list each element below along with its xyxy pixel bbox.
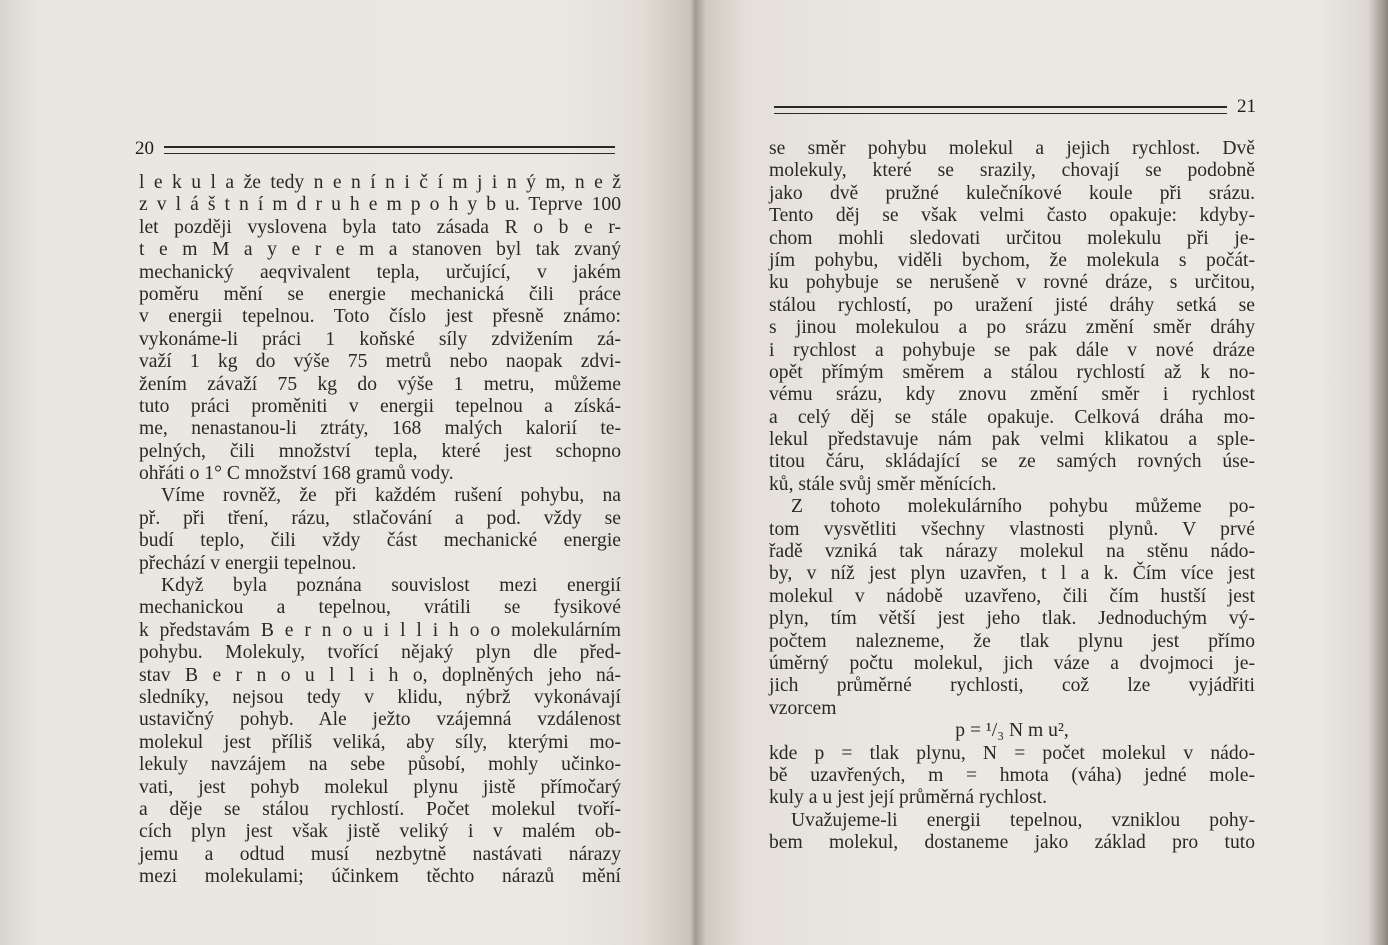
left-page-header <box>135 138 615 160</box>
text-line: Když byla poznána souvislost mezi energií <box>161 575 621 597</box>
text-line: k představám B e r n o u i l l i h o o molekulárním <box>139 619 621 641</box>
formula: p = ¹/₃ N m u², <box>955 720 1069 742</box>
text-line: vykonáme-li práci 1 koňské síly zdvižením zá- <box>139 328 621 350</box>
text-line: stav B e r n o u l l i h o, doplněných jeho ná- <box>139 664 621 686</box>
text-line: lekul představuje nám pak velmi klikatou a sple- <box>769 429 1255 451</box>
text-line: opět přímým směrem a stálou rychlostí až k no- <box>769 361 1255 383</box>
text-line: pelných, čili množství tepla, které jest schopno <box>139 440 621 462</box>
text-line: mechanickou a tepelnou, vrátili se fysikové <box>139 597 621 619</box>
text-line: vzorcem <box>769 697 837 719</box>
text-line: ustavičný pohyb. Ale ježto vzájemná vzdálenost <box>139 709 621 731</box>
text-line: poměru mění se energie mechanická čili práce <box>139 283 621 305</box>
text-line: řadě vzniká tak nárazy molekul na stěnu nádo- <box>769 541 1255 563</box>
text-line: molekul v nádobě uzavřeno, čili čím hustší jest <box>769 585 1255 607</box>
text-line: titou čáru, skládající se ze samých rovných úse- <box>769 451 1255 473</box>
text-line: Z tohoto molekulárního pohybu můžeme po- <box>791 496 1255 518</box>
text-line: z v l á š t n í m d r u h e m p o h y b u. Teprve 100 <box>139 194 621 216</box>
text-line: vati, jest pohyb molekul plynu jistě přímočarý <box>139 776 621 798</box>
text-line: važí 1 kg do výše 75 metrů nebo naopak zdvi- <box>139 351 621 373</box>
text-line: cích plyn jest však jistě veliký i v malém ob- <box>139 821 621 843</box>
text-line: Tento děj se však velmi často opakuje: kdyby- <box>769 205 1255 227</box>
text-line: lekuly navzájem na sebe působí, mohly učinko- <box>139 754 621 776</box>
text-line: se směr pohybu molekul a jejich rychlost. Dvě <box>769 138 1255 159</box>
text-line: úměrný počtu molekul, jich váze a dvojmoci je- <box>769 652 1255 674</box>
text-line: me, nenastanou-li ztráty, 168 malých kalorií te- <box>139 418 621 440</box>
text-line: i rychlost a pohybuje se pak dále v nové dráze <box>769 339 1255 361</box>
text-line: jako dvě pružné kulečníkové koule při srázu. <box>769 182 1255 204</box>
text-line: pohybu. Molekuly, tvořící nějaký plyn dle před- <box>139 642 621 664</box>
text-line: ku pohybuje se nerušeně v rovné dráze, s určitou, <box>769 272 1255 294</box>
text-line: by, v níž jest plyn uzavřen, t l a k. Čím více jest <box>769 563 1255 585</box>
header-rule <box>774 106 1227 114</box>
text-line: s jinou molekulou a po srázu změní směr dráhy <box>769 317 1255 339</box>
right-page-header <box>774 96 1256 118</box>
text-line: bem molekul, dostaneme jako základ pro tuto <box>769 832 1255 854</box>
text-line: počtem nalezneme, že tlak plynu jest přímo <box>769 630 1255 652</box>
text-line: jemu a odtud musí nezbytně nastávati nárazy <box>139 843 621 865</box>
text-line: jím pohybu, viděli bychom, že molekula s počát- <box>769 249 1255 271</box>
text-line: a celý děj se stále opakuje. Celková dráha mo- <box>769 406 1255 428</box>
text-line: Víme rovněž, že při každém rušení pohybu, na <box>161 485 621 507</box>
text-line: sledníky, nejsou tedy v klidu, nýbrž vykonávají <box>139 686 621 708</box>
text-line: l e k u l a že tedy n e n í n i č í m j i n ý m, n e ž <box>139 172 621 193</box>
text-line: jich průměrné rychlosti, což lze vyjádřiti <box>769 675 1255 697</box>
text-line: molekuly, které se srazily, chovají se podobně <box>769 160 1255 182</box>
text-line: tuto práci proměniti v energii tepelnou a získá- <box>139 395 621 417</box>
text-line: mechanický aeqvivalent tepla, určující, v jakém <box>139 261 621 283</box>
text-line: let později vyslovena byla tato zásada R o b e r- <box>139 216 621 238</box>
text-line: bě uzavřených, m = hmota (váha) jedné mole- <box>769 764 1255 786</box>
text-line: kuly a u jest její průměrná rychlost. <box>769 787 1048 809</box>
text-line: kde p = tlak plynu, N = počet molekul v nádo- <box>769 742 1255 764</box>
text-line: Uvažujeme-li energii tepelnou, vzniklou pohy- <box>791 809 1255 831</box>
text-line: žením závaží 75 kg do výše 1 metru, můžeme <box>139 373 621 395</box>
right-page <box>696 0 1388 945</box>
text-line: stálou rychlostí, po uražení jisté dráhy setká se <box>769 294 1255 316</box>
left-page-text <box>139 172 621 889</box>
page-number: 20 <box>135 138 154 159</box>
text-line: ohřáti o 1° C množství 168 gramů vody. <box>139 463 454 485</box>
text-line: molekul jest příliš veliká, aby síly, kterými mo- <box>139 731 621 753</box>
header-rule <box>164 146 615 154</box>
text-line: t e m M a y e r e m a stanoven byl tak zvaný <box>139 239 621 261</box>
text-line: př. při tření, rázu, stlačování a pod. vždy se <box>139 507 621 529</box>
text-line: budí teplo, čili vždy část mechanické energie <box>139 530 621 552</box>
text-line: chom mohli sledovati určitou molekulu při je- <box>769 227 1255 249</box>
text-line: ků, stále svůj směr měnících. <box>769 473 997 495</box>
right-page-text <box>769 138 1255 855</box>
text-line: v energii tepelnou. Toto číslo jest přesně známo: <box>139 306 621 328</box>
page-number: 21 <box>1237 96 1256 117</box>
text-line: tom vysvětliti všechny vlastnosti plynů. V prvé <box>769 518 1255 540</box>
text-line: přechází v energii tepelnou. <box>139 552 357 574</box>
text-line: vému srázu, kdy znovu změní směr i rychlost <box>769 384 1255 406</box>
text-line: mezi molekulami; účinkem těchto nárazů mění <box>139 866 621 888</box>
text-line: plyn, tím větší jest jeho tlak. Jednoduchým vý- <box>769 608 1255 630</box>
text-line: a děje se stálou rychlostí. Počet molekul tvoří- <box>139 798 621 820</box>
